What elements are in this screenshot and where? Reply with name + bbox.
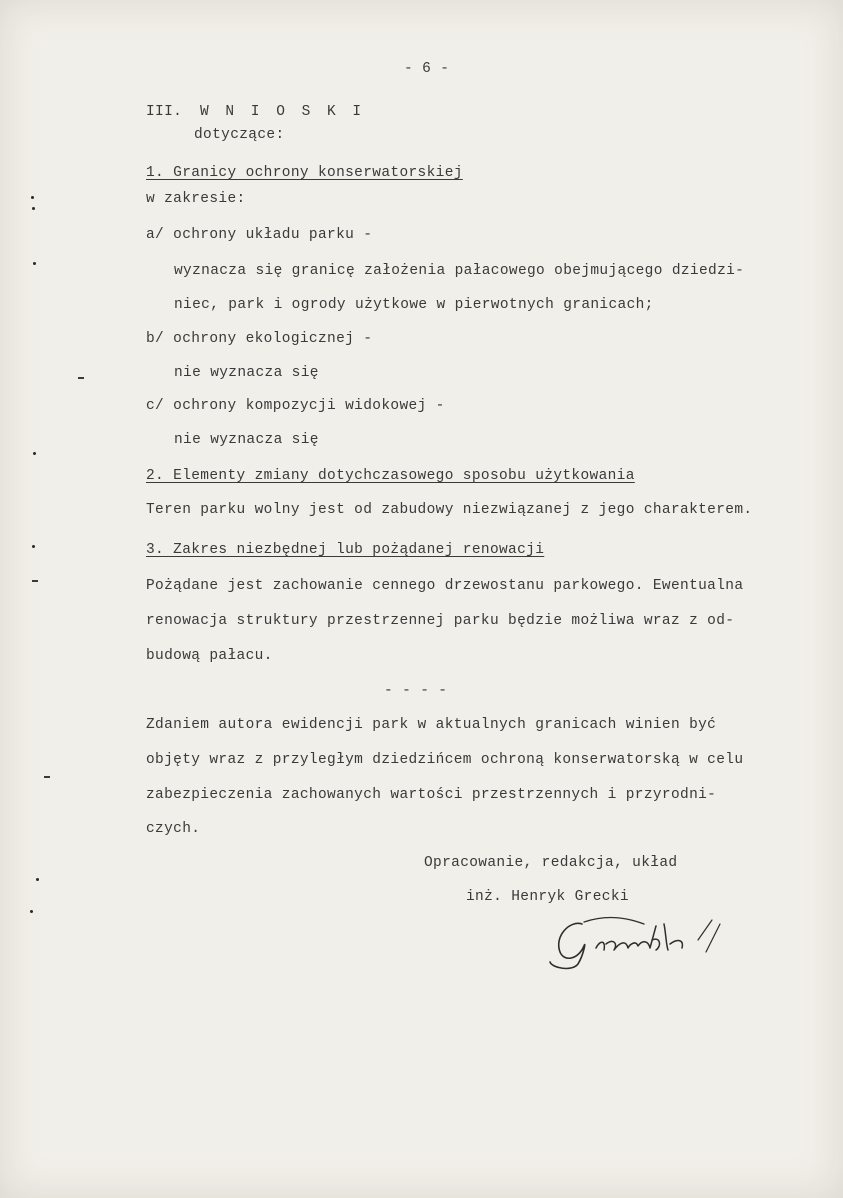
margin-mark	[32, 580, 38, 582]
section-subtitle: dotyczące:	[194, 127, 285, 143]
item-a-text-1: wyznacza się granicę założenia pałacowego obejmującego dziedzi-	[174, 263, 745, 279]
author-name: inż. Henryk Grecki	[466, 889, 629, 905]
subsection-2-title: 2. Elementy zmiany dotychczasowego sposobu użytkowania	[146, 468, 635, 484]
subsection-3-title: 3. Zakres niezbędnej lub pożądanej renowacji	[146, 542, 545, 558]
conclusion-line-3: zabezpieczenia zachowanych wartości przestrzennych i przyrodni-	[146, 787, 717, 803]
signature	[548, 910, 738, 975]
section-heading: W N I O S K I	[200, 104, 366, 120]
margin-mark	[30, 910, 33, 913]
separator: - - - -	[384, 683, 448, 699]
subsection-3-text-1: Pożądane jest zachowanie cennego drzewostanu parkowego. Ewentualna	[146, 578, 744, 594]
conclusion-line-1: Zdaniem autora ewidencji park w aktualnych granicach winien być	[146, 717, 717, 733]
margin-mark	[33, 452, 36, 455]
subsection-3-text-2: renowacja struktury przestrzennej parku będzie możliwa wraz z od-	[146, 613, 735, 629]
item-b-label: b/ ochrony ekologicznej -	[146, 331, 373, 347]
subsection-1-title: 1. Granicy ochrony konserwatorskiej	[146, 165, 463, 181]
conclusion-line-2: objęty wraz z przyległym dziedzińcem ochroną konserwatorską w celu	[146, 752, 744, 768]
subsection-3-text-3: budową pałacu.	[146, 648, 273, 664]
item-a-label: a/ ochrony układu parku -	[146, 227, 373, 243]
margin-mark	[44, 776, 50, 778]
subsection-2-text: Teren parku wolny jest od zabudowy niezwiązanej z jego charakterem.	[146, 502, 753, 518]
conclusion-line-4: czych.	[146, 821, 201, 837]
subsection-1-scope: w zakresie:	[146, 191, 246, 207]
margin-mark	[78, 377, 84, 379]
section-numeral: III.	[146, 104, 183, 120]
margin-mark	[36, 878, 39, 881]
item-c-text: nie wyznacza się	[174, 432, 319, 448]
item-b-text: nie wyznacza się	[174, 365, 319, 381]
item-c-label: c/ ochrony kompozycji widokowej -	[146, 398, 445, 414]
margin-mark	[33, 262, 36, 265]
margin-mark	[32, 207, 35, 210]
credit-line: Opracowanie, redakcja, układ	[424, 855, 678, 871]
margin-mark	[31, 196, 34, 199]
margin-mark	[32, 545, 35, 548]
page-number: - 6 -	[404, 61, 450, 77]
item-a-text-2: niec, park i ogrody użytkowe w pierwotnych granicach;	[174, 297, 654, 313]
